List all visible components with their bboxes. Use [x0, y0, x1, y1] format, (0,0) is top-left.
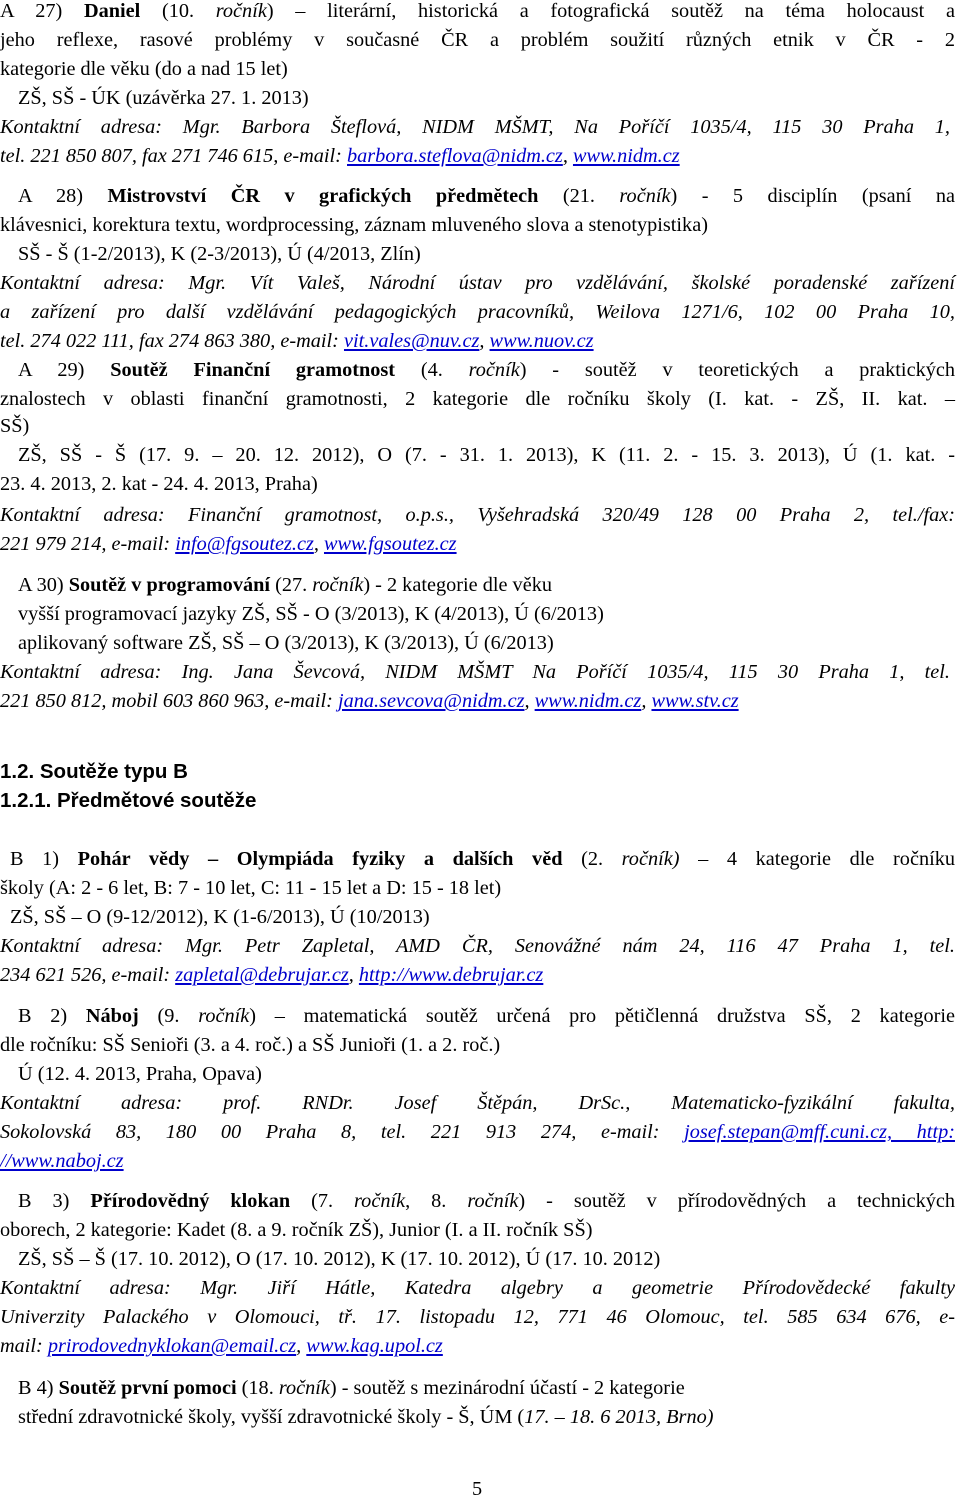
- entry-a27-line-2: jeho reflexe, rasové problémy v současné ČR a problém soužití různých etnik v ČR - 2: [0, 29, 955, 51]
- entry-b4-line-2: střední zdravotnické školy, vyšší zdravotnické školy - Š, ÚM (17. – 18. 6 2013, Brno): [18, 1406, 714, 1428]
- entry-a28-contact: Kontaktní adresa: Mgr. Vít Valeš, Národní ústav pro vzdělávání, školské poradenské zařízení: [0, 272, 955, 294]
- entry-b2-line-2: dle ročníku: SŠ Senioři (3. a 4. roč.) a SŠ Junioři (1. a 2. roč.): [0, 1034, 501, 1056]
- web-link[interactable]: www.nidm.cz: [534, 690, 642, 712]
- competition-title: Pohár vědy – Olympiáda fyziky a dalších věd: [77, 848, 563, 870]
- entry-b1-dates: ZŠ, SŠ – O (9-12/2012), K (1-6/2013), Ú (10/2013): [10, 906, 430, 928]
- email-link[interactable]: zapletal@debrujar.cz: [175, 964, 349, 986]
- entry-a29-dates-2: 23. 4. 2013, 2. kat - 24. 4. 2013, Praha): [0, 473, 318, 495]
- entry-b4-line-1: B 4) Soutěž první pomoci (18. ročník) - soutěž s mezinárodní účastí - 2 kategorie: [18, 1377, 685, 1399]
- entry-a27-contact-2: tel. 221 850 807, fax 271 746 615, e-mail: barbora.steflova@nidm.cz, www.nidm.cz: [0, 145, 680, 167]
- entry-a29-contact: Kontaktní adresa: Finanční gramotnost, o.p.s., Vyšehradská 320/49 128 00 Praha 2, tel./fax:: [0, 504, 955, 526]
- entry-number: A 30): [18, 574, 69, 596]
- competition-title: Mistrovství ČR v grafických předmětech: [107, 185, 539, 207]
- web-link[interactable]: www.kag.upol.cz: [306, 1335, 443, 1357]
- entry-b2-dates: Ú (12. 4. 2013, Praha, Opava): [18, 1063, 262, 1085]
- entry-number: A 28): [18, 185, 108, 207]
- email-link[interactable]: prirodovednyklokan@email.cz: [47, 1335, 297, 1357]
- entry-number: A 27): [0, 0, 84, 22]
- entry-number: B 2): [18, 1005, 86, 1027]
- entry-b3-contact: Kontaktní adresa: Mgr. Jiří Hátle, Katedra algebry a geometrie Přírodovědecké fakulty: [0, 1277, 955, 1299]
- entry-b1-line-1: B 1) Pohár vědy – Olympiáda fyziky a dalších věd (2. ročník) – 4 kategorie dle ročníku: [10, 848, 955, 870]
- entry-a27-dates: ZŠ, SŠ - ÚK (uzávěrka 27. 1. 2013): [18, 87, 309, 109]
- page-number: 5: [472, 1478, 483, 1500]
- entry-a30-line-1: A 30) Soutěž v programování (27. ročník) - 2 kategorie dle věku: [18, 574, 552, 596]
- entry-number: B 4): [18, 1377, 59, 1399]
- entry-b2-contact-2: Sokolovská 83, 180 00 Praha 8, tel. 221 913 274, e-mail: josef.stepan@mff.cuni.cz, http:: [0, 1121, 955, 1143]
- entry-b1-contact: Kontaktní adresa: Mgr. Petr Zapletal, AMD ČR, Senovážné nám 24, 116 47 Praha 1, tel.: [0, 935, 955, 957]
- entry-b1-line-2: školy (A: 2 - 6 let, B: 7 - 10 let, C: 11 - 15 let a D: 15 - 18 let): [0, 877, 502, 899]
- entry-a27-line-3: kategorie dle věku (do a nad 15 let): [0, 58, 288, 80]
- web-link[interactable]: //www.naboj.cz: [0, 1150, 124, 1172]
- entry-a28-line-1: A 28) Mistrovství ČR v grafických předmětech (21. ročník) - 5 disciplín (psaní na: [18, 185, 955, 207]
- competition-title: Soutěž první pomoci: [58, 1377, 237, 1399]
- entry-b3-contact-2: Univerzity Palackého v Olomouci, tř. 17. listopadu 12, 771 46 Olomouc, tel. 585 634 676, e-: [0, 1306, 955, 1328]
- entry-number: A 29): [18, 359, 111, 381]
- web-link[interactable]: www.fgsoutez.cz: [323, 533, 457, 555]
- email-link[interactable]: barbora.steflova@nidm.cz: [347, 145, 563, 167]
- competition-title: Daniel: [83, 0, 141, 22]
- entry-a28-contact-3: tel. 274 022 111, fax 274 863 380, e-mail: vit.vales@nuv.cz, www.nuov.cz: [0, 330, 594, 352]
- entry-b2-contact: Kontaktní adresa: prof. RNDr. Josef Štěpán, DrSc., Matematicko-fyzikální fakulta,: [0, 1092, 955, 1114]
- entry-a29-line-1: A 29) Soutěž Finanční gramotnost (4. ročník) - soutěž v teoretických a praktických: [18, 359, 955, 381]
- entry-a30-category-2: aplikovaný software ZŠ, SŠ – O (3/2013), K (3/2013), Ú (6/2013): [18, 632, 554, 654]
- competition-title: Soutěž v programování: [68, 574, 271, 596]
- section-heading: 1.2. Soutěže typu B: [0, 760, 188, 783]
- entry-a29-line-3: SŠ): [0, 415, 30, 437]
- entry-number: B 3): [18, 1190, 91, 1212]
- entry-a29-contact-2: 221 979 214, e-mail: info@fgsoutez.cz, www.fgsoutez.cz: [0, 533, 457, 555]
- entry-a28-line-2: klávesnici, korektura textu, wordprocessing, záznam mluveného slova a stenotypistika): [0, 214, 708, 236]
- web-link[interactable]: www.nidm.cz: [572, 145, 680, 167]
- competition-title: Náboj: [85, 1005, 139, 1027]
- entry-a28-contact-2: a zařízení pro další vzdělávání pedagogických pracovníků, Weilova 1271/6, 102 00 Praha 10,: [0, 301, 955, 323]
- entry-number: B 1): [10, 848, 78, 870]
- entry-b2-contact-3: [0, 1148, 124, 1174]
- entry-a27-contact: Kontaktní adresa: Mgr. Barbora Šteflová, NIDM MŠMT, Na Poříčí 1035/4, 115 30 Praha 1,: [0, 116, 950, 138]
- entry-a30-category-1: vyšší programovací jazyky ZŠ, SŠ - O (3/2013), K (4/2013), Ú (6/2013): [18, 603, 604, 625]
- entry-b3-line-1: B 3) Přírodovědný klokan (7. ročník, 8. ročník) - soutěž v přírodovědných a technických: [18, 1190, 956, 1212]
- entry-a29-dates: ZŠ, SŠ - Š (17. 9. – 20. 12. 2012), O (7. - 31. 1. 2013), K (11. 2. - 15. 3. 2013), Ú (1. kat. -: [18, 444, 955, 466]
- email-web-link[interactable]: josef.stepan@mff.cuni.cz, http:: [684, 1121, 955, 1143]
- entry-b1-contact-2: 234 621 526, e-mail: zapletal@debrujar.cz, http://www.debrujar.cz: [0, 964, 544, 986]
- entry-a30-contact-2: 221 850 812, mobil 603 860 963, e-mail: jana.sevcova@nidm.cz, www.nidm.cz, www.stv.cz: [0, 690, 739, 712]
- web-link[interactable]: http://www.debrujar.cz: [358, 964, 544, 986]
- competition-title: Přírodovědný klokan: [90, 1190, 291, 1212]
- entry-a27-line-1: A 27) Daniel (10. ročník) – literární, historická a fotografická soutěž na téma holocaust a: [0, 0, 956, 22]
- subsection-heading: 1.2.1. Předmětové soutěže: [0, 789, 257, 812]
- entry-b3-line-2: oborech, 2 kategorie: Kadet (8. a 9. ročník ZŠ), Junior (I. a II. ročník SŠ): [0, 1219, 593, 1241]
- entry-b2-line-1: B 2) Náboj (9. ročník) – matematická soutěž určená pro pětičlenná družstva SŠ, 2 kategorie: [18, 1005, 956, 1027]
- email-link[interactable]: info@fgsoutez.cz: [175, 533, 314, 555]
- email-link[interactable]: jana.sevcova@nidm.cz: [338, 690, 525, 712]
- entry-b3-contact-3: mail: prirodovednyklokan@email.cz, www.kag.upol.cz: [0, 1335, 443, 1357]
- email-link[interactable]: vit.vales@nuv.cz: [343, 330, 480, 352]
- entry-a28-dates: SŠ - Š (1-2/2013), K (2-3/2013), Ú (4/2013, Zlín): [18, 243, 421, 265]
- web-link-2[interactable]: www.stv.cz: [651, 690, 739, 712]
- entry-a29-line-2: znalostech v oblasti finanční gramotnosti, 2 kategorie dle ročníku školy (I. kat. - ZŠ, II. kat. –: [0, 388, 955, 410]
- competition-title: Soutěž Finanční gramotnost: [110, 359, 396, 381]
- web-link[interactable]: www.nuov.cz: [489, 330, 594, 352]
- entry-b3-dates: ZŠ, SŠ – Š (17. 10. 2012), O (17. 10. 2012), K (17. 10. 2012), Ú (17. 10. 2012): [18, 1248, 661, 1270]
- entry-a30-contact: Kontaktní adresa: Ing. Jana Ševcová, NIDM MŠMT Na Poříčí 1035/4, 115 30 Praha 1, tel.: [0, 661, 950, 683]
